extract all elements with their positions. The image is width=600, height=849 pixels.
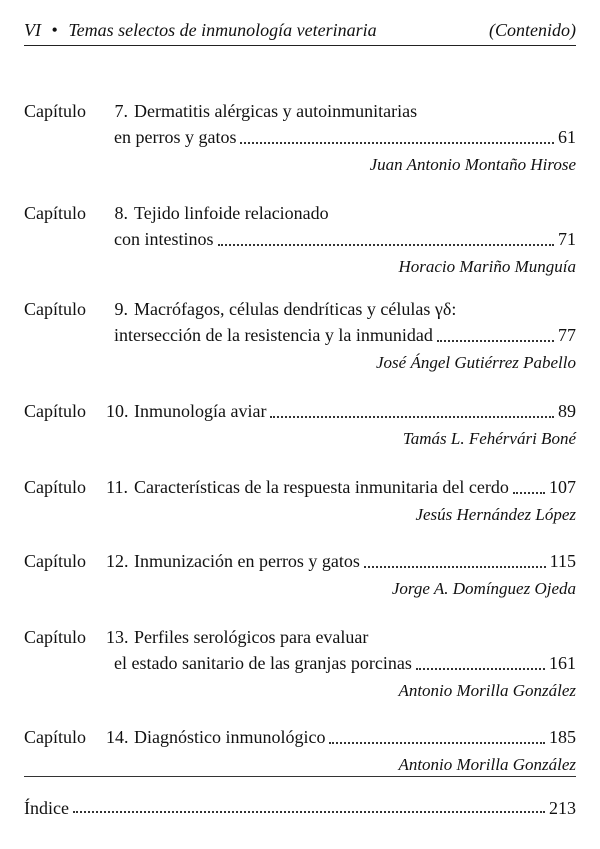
page-number: 115 <box>549 551 576 571</box>
toc-entry-index[interactable] <box>24 798 576 819</box>
page-number: 61 <box>558 127 576 147</box>
chapter-label: Capítulo <box>24 401 86 421</box>
header-page-number: VI <box>24 20 41 40</box>
chapter-author: Antonio Morilla González <box>398 755 576 774</box>
chapter-label: Capítulo <box>24 477 86 497</box>
dot-leader <box>513 492 545 494</box>
chapter-title: Tejido linfoide relacionado <box>134 203 329 223</box>
dot-leader <box>270 416 554 418</box>
chapter-number: 9. <box>114 299 128 319</box>
entry-line-1 <box>24 474 576 500</box>
chapter-author: Horacio Mariño Munguía <box>398 257 576 276</box>
header-section: (Contenido) <box>489 20 576 40</box>
index-label: Índice <box>24 798 69 818</box>
toc-entry-chapter-14[interactable] <box>24 724 576 778</box>
chapter-number: 10. <box>106 401 129 421</box>
entry-line-1 <box>24 548 576 574</box>
chapter-title: Inmunología aviar <box>134 401 267 421</box>
chapter-author: Antonio Morilla González <box>398 681 576 700</box>
page-number: 71 <box>558 229 576 249</box>
page-header <box>24 18 576 46</box>
chapter-label: Capítulo <box>24 299 86 319</box>
toc-entry-chapter-9[interactable] <box>24 296 576 376</box>
chapter-label: Capítulo <box>24 101 86 121</box>
chapter-author: José Ángel Gutiérrez Pabello <box>375 353 576 372</box>
entry-line-2 <box>24 650 576 676</box>
dot-leader <box>416 668 545 670</box>
page-number: 213 <box>549 798 576 818</box>
chapter-number: 7. <box>114 101 128 121</box>
chapter-label: Capítulo <box>24 627 86 647</box>
chapter-title-continued: en perros y gatos <box>114 127 237 147</box>
dot-leader <box>218 244 555 246</box>
chapter-title: Dermatitis alérgicas y autoinmunitarias <box>134 101 418 121</box>
entry-line-1 <box>24 98 576 124</box>
entry-line-1 <box>24 624 576 650</box>
toc-entry-chapter-12[interactable] <box>24 548 576 602</box>
chapter-label: Capítulo <box>24 203 86 223</box>
chapter-title: Características de la respuesta inmunitaria del cerdo <box>134 477 509 497</box>
chapter-title: Diagnóstico inmunológico <box>134 727 326 747</box>
dot-leader <box>329 742 545 744</box>
chapter-number: 14. <box>106 727 129 747</box>
chapter-author: Jesús Hernández López <box>415 505 576 524</box>
chapter-author: Tamás L. Fehérvári Boné <box>402 429 576 448</box>
dot-leader <box>364 566 546 568</box>
page-number: 161 <box>549 653 576 673</box>
entry-line-1 <box>24 398 576 424</box>
page-number: 89 <box>558 401 576 421</box>
chapter-title: Perfiles serológicos para evaluar <box>134 627 369 647</box>
chapter-label: Capítulo <box>24 727 86 747</box>
divider-rule <box>24 776 576 777</box>
toc-entry-chapter-8[interactable] <box>24 200 576 280</box>
chapter-number: 11. <box>106 477 128 497</box>
toc-entry-chapter-7[interactable] <box>24 98 576 178</box>
toc-entry-chapter-10[interactable] <box>24 398 576 452</box>
entry-line-1 <box>24 200 576 226</box>
header-book-title: Temas selectos de inmunología veterinaria <box>68 20 377 40</box>
chapter-title-continued: con intestinos <box>114 229 214 249</box>
chapter-title-continued: intersección de la resistencia y la inmunidad <box>114 325 433 345</box>
chapter-label: Capítulo <box>24 551 86 571</box>
toc-entry-chapter-11[interactable] <box>24 474 576 528</box>
chapter-title-continued: el estado sanitario de las granjas porcinas <box>114 653 412 673</box>
entry-line-2 <box>24 124 576 150</box>
page-number: 107 <box>549 477 576 497</box>
page-number: 185 <box>549 727 576 747</box>
entry-line-2 <box>24 322 576 348</box>
chapter-author: Jorge A. Domínguez Ojeda <box>391 579 576 598</box>
page-number: 77 <box>558 325 576 345</box>
entry-line-1 <box>24 296 576 322</box>
entry-line-1 <box>24 724 576 750</box>
index-line <box>24 798 576 819</box>
toc-entry-chapter-13[interactable] <box>24 624 576 704</box>
dot-leader <box>240 142 554 144</box>
dot-leader <box>437 340 554 342</box>
entry-line-2 <box>24 226 576 252</box>
header-bullet: • <box>51 20 58 40</box>
chapter-number: 13. <box>106 627 129 647</box>
chapter-author: Juan Antonio Montaño Hirose <box>369 155 576 174</box>
chapter-number: 8. <box>114 203 128 223</box>
chapter-number: 12. <box>106 551 129 571</box>
chapter-title: Macrófagos, células dendríticas y células γδ: <box>134 299 457 319</box>
header-left <box>24 20 377 41</box>
chapter-title: Inmunización en perros y gatos <box>134 551 360 571</box>
dot-leader <box>73 811 545 813</box>
